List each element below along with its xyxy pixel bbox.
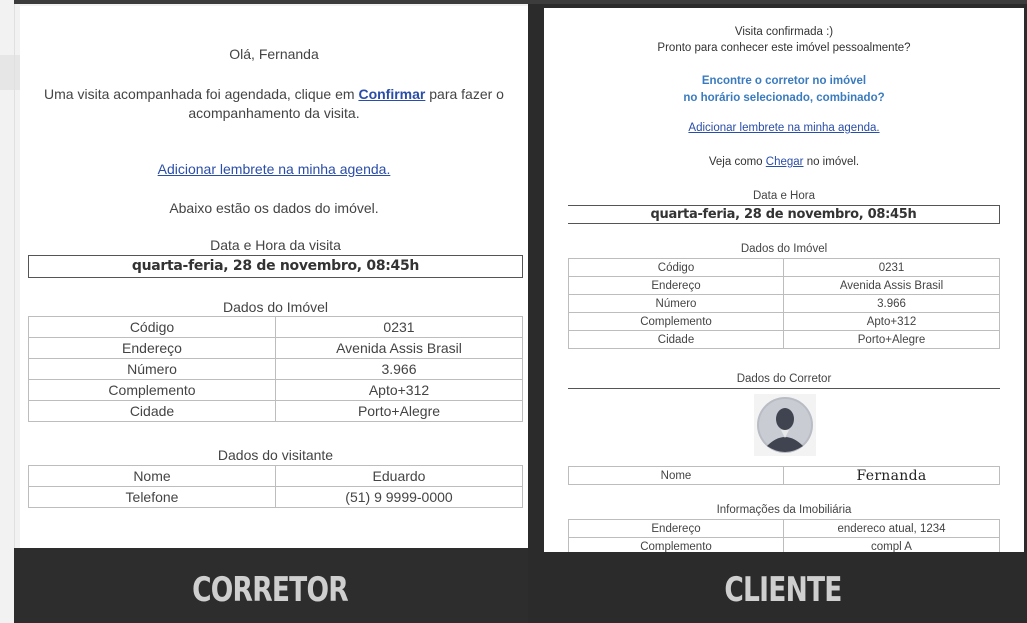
date-header: Data e Hora da visita (210, 237, 341, 253)
reminder-row (20, 161, 528, 177)
table-row (569, 467, 1000, 485)
row-label: Complemento (29, 380, 276, 401)
table-row (29, 338, 523, 359)
visitor-header: Dados do visitante (217, 447, 334, 463)
chegar-link[interactable]: Chegar (765, 156, 804, 168)
intro-after: para fazer o (425, 86, 504, 102)
row-label: Código (29, 317, 276, 338)
table-row (29, 380, 523, 401)
row-label: Cidade (29, 401, 276, 422)
row-value: Porto+Alegre (276, 401, 523, 422)
visit-datetime: quarta-feria, 28 de novembro, 08:45h (568, 205, 1000, 224)
confirmed-line: Visita confirmada :) (734, 26, 834, 38)
corretor-email-panel (20, 6, 528, 548)
meet-line1: Encontre o corretor no imóvel (701, 75, 867, 87)
row-value: Porto+Alegre (784, 331, 1000, 349)
table-row (29, 487, 523, 508)
broker-header: Dados do Corretor (736, 373, 832, 385)
how-after: no imóvel. (803, 156, 860, 168)
meet-text (544, 73, 1024, 107)
background-strip (0, 55, 20, 90)
confirmation-text (544, 24, 1024, 56)
broker-name-value: Fernanda (784, 467, 1000, 485)
intro-text (20, 85, 528, 123)
property-table (28, 316, 523, 422)
agency-table (568, 519, 1000, 552)
table-row (569, 277, 1000, 295)
table-row (569, 259, 1000, 277)
broker-table (568, 466, 1000, 485)
table-row (569, 295, 1000, 313)
row-label: Número (569, 295, 784, 313)
row-label: Código (569, 259, 784, 277)
property-header: Dados do Imóvel (222, 299, 329, 315)
confirmar-link[interactable]: Confirmar (358, 86, 426, 102)
table-row (569, 520, 1000, 538)
visit-datetime: quarta-feria, 28 de novembro, 08:45h (28, 255, 523, 278)
row-value: Avenida Assis Brasil (784, 277, 1000, 295)
row-label: Endereço (569, 520, 784, 538)
table-row (29, 401, 523, 422)
row-label: Endereço (29, 338, 276, 359)
greeting: Olá, Fernanda (229, 46, 319, 62)
table-row (29, 317, 523, 338)
row-value: Apto+312 (276, 380, 523, 401)
row-label: Cidade (569, 331, 784, 349)
cliente-caption: CLIENTE (724, 570, 842, 610)
row-label: Complemento (569, 313, 784, 331)
cliente-email-panel (544, 8, 1024, 552)
table-row (569, 538, 1000, 553)
reminder-row (544, 122, 1024, 134)
row-value: Avenida Assis Brasil (276, 338, 523, 359)
add-reminder-link[interactable]: Adicionar lembrete na minha agenda. (688, 122, 880, 134)
row-value: endereco atual, 1234 (784, 520, 1000, 538)
broker-name-label: Nome (569, 467, 784, 485)
row-value: (51) 9 9999-0000 (276, 487, 523, 508)
divider-line (14, 0, 15, 610)
row-label: Número (29, 359, 276, 380)
row-value: Apto+312 (784, 313, 1000, 331)
meet-line2: no horário selecionado, combinado? (683, 92, 885, 104)
row-label: Complemento (569, 538, 784, 553)
corretor-caption: CORRETOR (192, 570, 348, 610)
table-row (29, 466, 523, 487)
property-header: Dados do Imóvel (740, 243, 828, 255)
date-header: Data e Hora (752, 190, 815, 202)
row-label: Telefone (29, 487, 276, 508)
below-text: Abaixo estão os dados do imóvel. (169, 200, 379, 216)
how-before: Veja como (708, 156, 766, 168)
row-value: 0231 (784, 259, 1000, 277)
property-table (568, 258, 1000, 349)
table-row (29, 359, 523, 380)
table-row (569, 313, 1000, 331)
table-row (569, 331, 1000, 349)
add-reminder-link[interactable]: Adicionar lembrete na minha agenda. (157, 161, 391, 177)
how-to-arrive (544, 156, 1024, 168)
visitor-table (28, 465, 523, 508)
user-avatar-icon (754, 394, 816, 456)
row-label: Endereço (569, 277, 784, 295)
row-label: Nome (29, 466, 276, 487)
broker-top-rule (568, 388, 1000, 389)
row-value: Eduardo (276, 466, 523, 487)
top-rule (14, 0, 1027, 4)
intro-line2: acompanhamento da visita. (188, 105, 360, 121)
row-value: 0231 (276, 317, 523, 338)
row-value: 3.966 (784, 295, 1000, 313)
ready-line: Pronto para conhecer este imóvel pessoalmente? (657, 42, 911, 54)
row-value: compl A (784, 538, 1000, 553)
intro-before: Uma visita acompanhada foi agendada, clique em (44, 86, 359, 102)
row-value: 3.966 (276, 359, 523, 380)
agency-header: Informações da Imobiliária (716, 504, 852, 516)
